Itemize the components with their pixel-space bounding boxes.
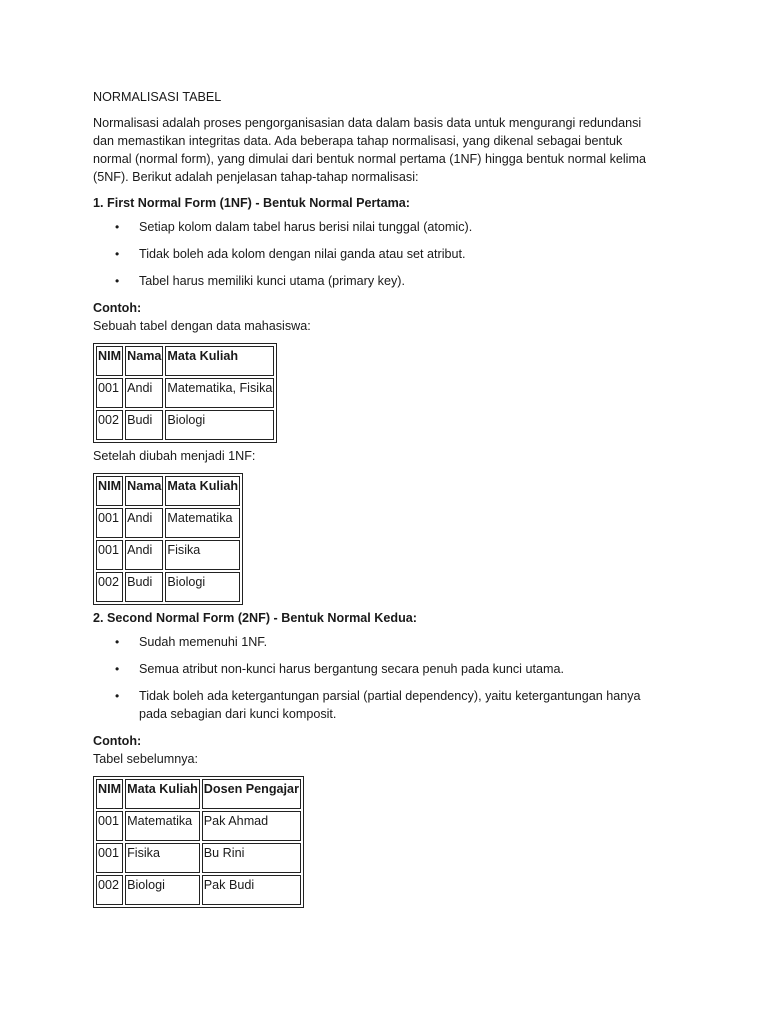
list-item (93, 687, 669, 723)
table-row (96, 378, 274, 408)
document-title: NORMALISASI TABEL (93, 90, 222, 104)
column-header: NIM (96, 346, 123, 376)
column-header: Mata Kuliah (125, 779, 200, 809)
bullet-icon: • (115, 635, 120, 649)
table-row (96, 875, 301, 905)
section-2-heading: 2. Second Normal Form (2NF) - Bentuk Normal Kedua: (93, 611, 417, 625)
section-1-example-caption: Sebuah tabel dengan data mahasiswa: (93, 319, 311, 333)
bullet-icon: • (115, 247, 120, 261)
bullet-text: Sudah memenuhi 1NF. (139, 635, 268, 649)
column-header: Dosen Pengajar (202, 779, 301, 809)
table-cell: 001 (96, 843, 123, 873)
column-header: Nama (125, 346, 163, 376)
table-header-row (96, 476, 240, 506)
bullet-icon: • (115, 662, 120, 676)
table-row (96, 410, 274, 440)
column-header: NIM (96, 476, 123, 506)
table-header-row (96, 779, 301, 809)
intro-paragraph: Normalisasi adalah proses pengorganisasian data dalam basis data untuk mengurangi redundansi dan memastikan integritas data. Ada beberapa tahap normalisasi, yang dikenal sebagai bentuk normal (normal form), yang dimulai dari bentuk normal pertama (1NF) hingga bentuk normal kelima (5NF). Berikut adalah penjelasan tahap-tahap normalisasi: (93, 116, 646, 184)
section-2-example-caption: Tabel sebelumnya: (93, 752, 199, 766)
table-cell: Bu Rini (202, 843, 301, 873)
section-2-example-label: Contoh: (93, 734, 142, 748)
table-row (96, 843, 301, 873)
bullet-text: Semua atribut non-kunci harus bergantung secara penuh pada kunci utama. (139, 662, 564, 676)
table-cell: Andi (125, 378, 163, 408)
table-cell: Andi (125, 540, 163, 570)
section-1-heading: 1. First Normal Form (1NF) - Bentuk Normal Pertama: (93, 196, 411, 210)
table-1nf-after (93, 473, 243, 605)
table-cell: 001 (96, 378, 123, 408)
section-1-example-label: Contoh: (93, 301, 142, 315)
table-header-row (96, 346, 274, 376)
bullet-icon: • (115, 220, 120, 234)
section-1-bullet-list (93, 218, 688, 290)
bullet-icon: • (115, 274, 120, 288)
table-cell: Biologi (125, 875, 200, 905)
table-row (96, 811, 301, 841)
table-cell: Fisika (125, 843, 200, 873)
column-header: Mata Kuliah (165, 476, 240, 506)
table-cell: Matematika, Fisika (165, 378, 274, 408)
table-cell: Pak Ahmad (202, 811, 301, 841)
table-row (96, 540, 240, 570)
table-cell: 001 (96, 508, 123, 538)
list-item (93, 218, 688, 236)
table-row (96, 508, 240, 538)
table-cell: Matematika (125, 811, 200, 841)
list-item (93, 633, 688, 651)
list-item (93, 660, 688, 678)
list-item (93, 245, 688, 263)
table-cell: 001 (96, 540, 123, 570)
table-cell: Pak Budi (202, 875, 301, 905)
bullet-text: Tabel harus memiliki kunci utama (primary key). (139, 274, 405, 288)
table-cell: Budi (125, 572, 163, 602)
table-row (96, 572, 240, 602)
table-cell: 001 (96, 811, 123, 841)
column-header: Nama (125, 476, 163, 506)
table-cell: 002 (96, 875, 123, 905)
section-2-bullet-list (93, 633, 688, 723)
table-cell: Budi (125, 410, 163, 440)
table-cell: Biologi (165, 572, 240, 602)
table-cell: Fisika (165, 540, 240, 570)
table-2nf-before (93, 776, 304, 908)
bullet-icon: • (115, 689, 120, 703)
bullet-text: Tidak boleh ada ketergantungan parsial (partial dependency), yaitu ketergantungan hanya pada sebagian dari kunci komposit. (139, 689, 641, 721)
table-cell: Andi (125, 508, 163, 538)
table-1nf-before (93, 343, 277, 443)
column-header: Mata Kuliah (165, 346, 274, 376)
table-cell: 002 (96, 572, 123, 602)
bullet-text: Setiap kolom dalam tabel harus berisi nilai tunggal (atomic). (139, 220, 473, 234)
table-cell: Matematika (165, 508, 240, 538)
bullet-text: Tidak boleh ada kolom dengan nilai ganda atau set atribut. (139, 247, 466, 261)
table-cell: Biologi (165, 410, 274, 440)
column-header: NIM (96, 779, 123, 809)
list-item (93, 272, 688, 290)
table-cell: 002 (96, 410, 123, 440)
section-1-after-caption: Setelah diubah menjadi 1NF: (93, 449, 256, 463)
